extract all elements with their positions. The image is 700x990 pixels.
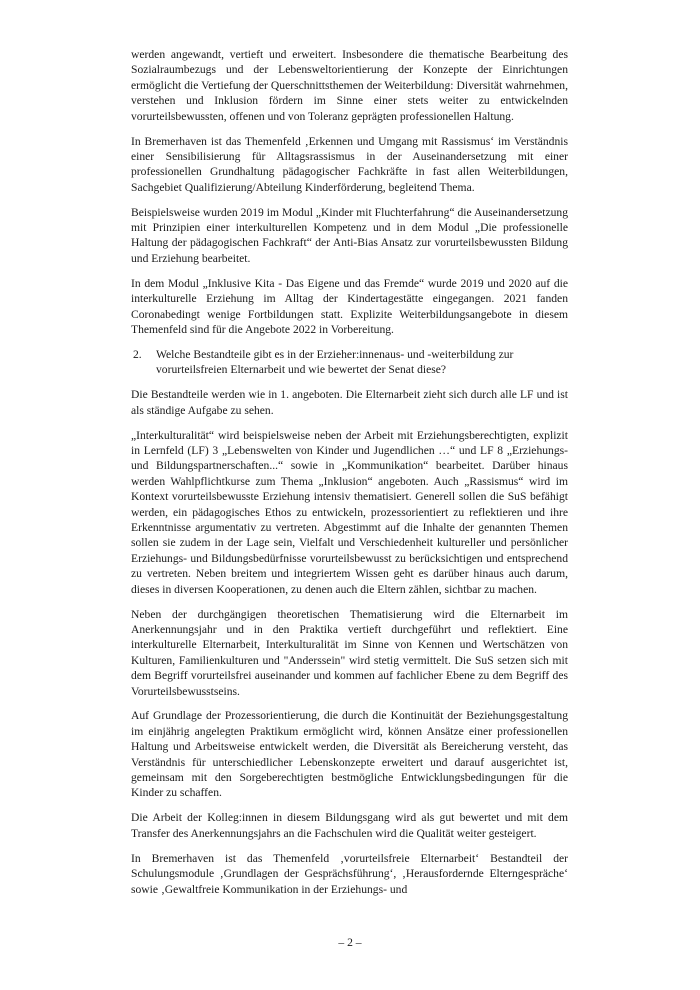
question-number: 2.: [133, 347, 142, 361]
paragraph: In Bremerhaven ist das Themenfeld ‚Erkennen und Umgang mit Rassismus‘ im Verständnis einer Sensibilisierung für Alltagsrassismus in der Auseinandersetzung mit einer professionellen Grundhaltung pädagogischer Fachkräfte in fast allen Weiterbildungen, Sachgebiet Qualifizierung/Abteilung Kinderförderung, begleitend Thema.: [131, 134, 568, 194]
answer-paragraph: Auf Grundlage der Prozessorientierung, die durch die Kontinuität der Beziehungsgestaltung im einjährig angelegten Praktikum ermöglicht wird, können Ansätze einer professionellen Haltung und Arbeitsweise entwickelt werden, die Diversität als Bereicherung versteht, das Verständnis für unterschiedlicher Lebenskonzepte erweitert und darauf ausgerichtet ist, gemeinsam mit den Sorgeberechtigten bestmögliche Entwicklungsbedingungen für die Kinder zu schaffen.: [131, 709, 568, 800]
answer-paragraph: Die Arbeit der Kolleg:innen in diesem Bildungsgang wird als gut bewertet und mit dem Transfer des Anerkennungsjahrs an die Fachschulen wird die Qualität weiter gesteigert.: [131, 811, 568, 840]
answer-paragraph: In Bremerhaven ist das Themenfeld ‚vorurteilsfreie Elternarbeit‘ Bestandteil der Schulungsmodule ‚Grundlagen der Gesprächsführung‘, ‚Herausfordernde Elterngespräche‘ sowie ‚Gewaltfreie Kommunikation in der Erziehungs- und: [131, 851, 568, 896]
paragraph: Beispielsweise wurden 2019 im Modul „Kinder mit Fluchterfahrung“ die Auseinandersetzung mit Prinzipien einer interkulturellen Kompetenz und in dem Modul „Die professionelle Haltung der pädagogischen Fachkraft“ der Anti-Bias Ansatz zur vorurteilsbewussten Bildung und Erziehung bearbeitet.: [131, 205, 568, 265]
answer-paragraph: Die Bestandteile werden wie in 1. angeboten. Die Elternarbeit zieht sich durch alle LF und ist als ständige Aufgabe zu sehen.: [131, 388, 568, 417]
answer-paragraph: Neben der durchgängigen theoretischen Thematisierung wird die Elternarbeit im Anerkennungsjahr und in den Praktika vertieft durchgeführt und reflektiert. Eine interkulturelle Elternarbeit, Interkulturalität im Sinne von Kennen und Wertschätzen von Kulturen, Familienkulturen und "Anderssein" wird stetig vermittelt. Die SuS setzen sich mit dem Begriff vorurteilsfrei auseinander und kommen auf fachlicher Ebene zu dem Begriff des Vorurteilsbewusstseins.: [131, 607, 568, 698]
answer-paragraph: „Interkulturalität“ wird beispielsweise neben der Arbeit mit Erziehungsberechtigten, explizit in Lernfeld (LF) 3 „Lebenswelten von Kinder und Jugendlichen …“ und LF 8 „Erziehungs- und Bildungspartnerschaften...“ sowie in „Kommunikation“ bearbeitet. Darüber hinaus werden Wahlpflichtkurse zum Thema „Inklusion“ angeboten. Auch „Rassismus“ wird im Kontext vorurteilsbewusste Erziehung intensiv thematisiert. Generell sollen die SuS befähigt werden, ein pädagogisches Ethos zu entwickeln, prozessorientiert zu reflektieren und ihre Erkenntnisse argumentativ zu vertreten. Abgestimmt auf die Inhalte der genannten Themen sollen sie zudem in der Lage sein, Vielfalt und Verschiedenheit kultureller und persönlicher Erziehungs- und Bildungsbedürfnisse vorurteilsbewusst zu berücksichtigen und entsprechend zu vertreten. Neben breitem und integriertem Wissen geht es darüber hinaus auch darum, dieses in diversen Kooperationen, zu denen auch die Eltern zählen, sichtbar zu machen.: [131, 428, 568, 596]
page-number: – 2 –: [338, 936, 362, 949]
paragraph: In dem Modul „Inklusive Kita - Das Eigene und das Fremde“ wurde 2019 und 2020 auf die interkulturelle Erziehung im Alltag der Kindertagestätte eingegangen. 2021 fanden Coronabedingt wenige Fortbildungen statt. Explizite Weiterbildungsangebote in diesem Themenfeld sind für die Angebote 2022 in Vorbereitung.: [131, 276, 568, 336]
question-item: [131, 347, 568, 378]
paragraph: werden angewandt, vertieft und erweitert. Insbesondere die thematische Bearbeitung des Sozialraumbezugs und der Lebensweltorientierung der Konzepte der Einrichtungen ermöglicht die Vertiefung der Querschnittsthemen der Weiterbildung: Diversität wahrnehmen, verstehen und Inklusion fördern im Sinne einer stets weiter zu entwickelnden vorurteilsbewussten, offenen und von Toleranz geprägten professionellen Haltung.: [131, 48, 568, 123]
document-body: [131, 47, 568, 906]
question-text: Welche Bestandteile gibt es in der Erzieher:innenaus- und -weiterbildung zur vorurteilsfreien Elternarbeit und wie bewertet der Senat diese?: [156, 347, 514, 377]
